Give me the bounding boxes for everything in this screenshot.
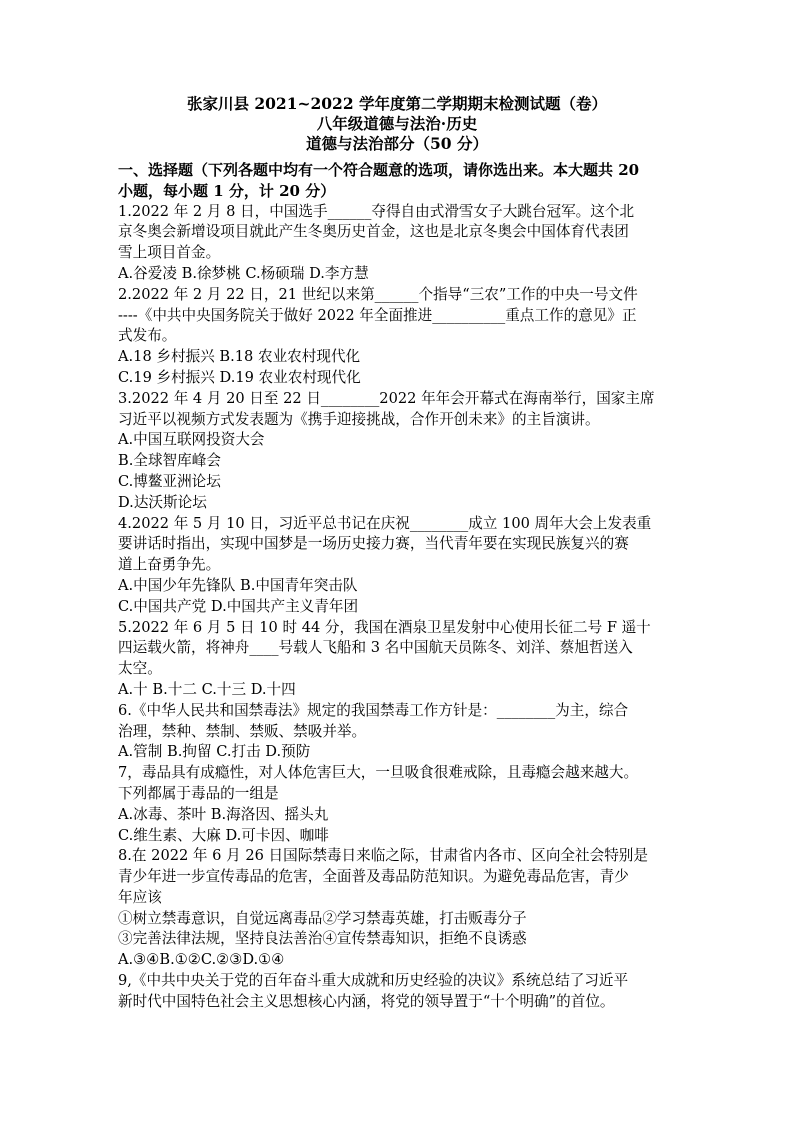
text-line: A.18 乡村振兴 B.18 农业农村现代化 xyxy=(118,348,361,366)
text-line: 新时代中国特色社会主义思想核心内涵，将党的领导置于“十个明确”的首位。 xyxy=(118,992,615,1010)
text-line: D.达沃斯论坛 xyxy=(118,493,207,511)
text-line: ----《中共中央国务院关于做好 2022 年全面推进__________重点工作的意见》正 xyxy=(118,306,637,324)
text-line: 京冬奥会新增设项目就此产生冬奥历史首金，这也是北京冬奥会中国体育代表团 xyxy=(118,223,629,241)
text-line: A.中国互联网投资大会 xyxy=(118,431,265,449)
title-block xyxy=(0,94,794,154)
text-line: 5.2022 年 6 月 5 日 10 时 44 分，我国在酒泉卫星发射中心使用长征二号 F 遥十 xyxy=(118,618,651,636)
exam-subtitle: 八年级道德与法治·历史 xyxy=(316,114,478,133)
section-title: 道德与法治部分（50 分） xyxy=(306,134,488,153)
text-line: A.管制 B.拘留 C.打击 D.预防 xyxy=(118,743,311,761)
text-line: 2.2022 年 2 月 22 日，21 世纪以来第______个指导“三农”工作的中央一号文件 xyxy=(118,285,638,303)
text-line: A.冰毒、茶叶 B.海洛因、摇头丸 xyxy=(118,805,329,823)
text-line: 7，毒品具有成瘾性，对人体危害巨大，一旦吸食很难戒除，且毒瘾会越来越大。 xyxy=(118,764,639,782)
question-body xyxy=(118,160,678,1013)
text-line: C.19 乡村振兴 D.19 农业农村现代化 xyxy=(118,368,361,386)
text-line: 雪上项目首金。 xyxy=(118,244,221,262)
text-line: 4.2022 年 5 月 10 日，习近平总书记在庆祝________成立 100 周年大会上发表重 xyxy=(118,514,652,532)
text-line: B.全球智库峰会 xyxy=(118,452,221,470)
text-line: C.中国共产党 D.中国共产主义青年团 xyxy=(118,597,359,615)
text-line: 治理，禁种、禁制、禁贩、禁吸并举。 xyxy=(118,722,367,740)
text-line: A.中国少年先锋队 B.中国青年突击队 xyxy=(118,576,358,594)
text-line: 6.《中华人民共和国禁毒法》规定的我国禁毒工作方针是：________为主，综合 xyxy=(118,701,629,719)
text-line: 9,《中共中央关于党的百年奋斗重大成就和历史经验的决议》系统总结了习近平 xyxy=(118,972,629,990)
text-line: 下列都属于毒品的一组是 xyxy=(118,784,279,802)
text-line: 8.在 2022 年 6 月 26 日国际禁毒日来临之际，甘肃省内各市、区向全社会特别是 xyxy=(118,847,648,865)
text-line: C.博鳌亚洲论坛 xyxy=(118,472,221,490)
section-heading-line: 小题，每小题 1 分，计 20 分） xyxy=(118,181,336,200)
text-line: 要讲话时指出，实现中国梦是一场历史接力赛，当代青年要在实现民族复兴的赛 xyxy=(118,535,629,553)
text-line: A.谷爱凌 B.徐梦桃 C.杨硕瑞 D.李方慧 xyxy=(118,264,369,282)
text-line: ③完善法律法规，坚持良法善治④宣传禁毒知识，拒绝不良诱惑 xyxy=(118,930,527,948)
text-line: 道上奋勇争先。 xyxy=(118,556,221,574)
section-heading-line: 一、选择题（下列各题中均有一个符合题意的选项，请你选出来。本大题共 20 xyxy=(118,161,640,179)
exam-title: 张家川县 2021~2022 学年度第二学期期末检测试题（卷） xyxy=(186,94,608,113)
text-line: 太空。 xyxy=(118,660,162,678)
text-line: 式发布。 xyxy=(118,327,177,345)
text-line: ①树立禁毒意识，自觉远离毒品②学习禁毒英雄，打击贩毒分子 xyxy=(118,909,527,927)
text-line: 1.2022 年 2 月 8 日，中国选手______夺得自由式滑雪女子大跳台冠军。这个北 xyxy=(118,202,635,220)
text-line: 青少年进一步宣传毒品的危害，全面普及毒品防范知识。为避免毒品危害，青少 xyxy=(118,868,629,886)
text-line: 四运载火箭，将神舟____号载人飞船和 3 名中国航天员陈冬、刘洋、蔡旭哲送入 xyxy=(118,639,633,657)
text-line: A.十 B.十二 C.十三 D.十四 xyxy=(118,680,296,698)
text-line: C.维生素、大麻 D.可卡因、咖啡 xyxy=(118,826,329,844)
text-line: 习近平以视频方式发表题为《携手迎接挑战，合作开创未来》的主旨演讲。 xyxy=(118,410,600,428)
text-line: 年应该 xyxy=(118,888,162,906)
text-line: 3.2022 年 4 月 20 日至 22 日________2022 年年会开幕式在海南举行，国家主席 xyxy=(118,389,655,407)
text-line: A.③④B.①②C.②③D.①④ xyxy=(118,951,285,969)
